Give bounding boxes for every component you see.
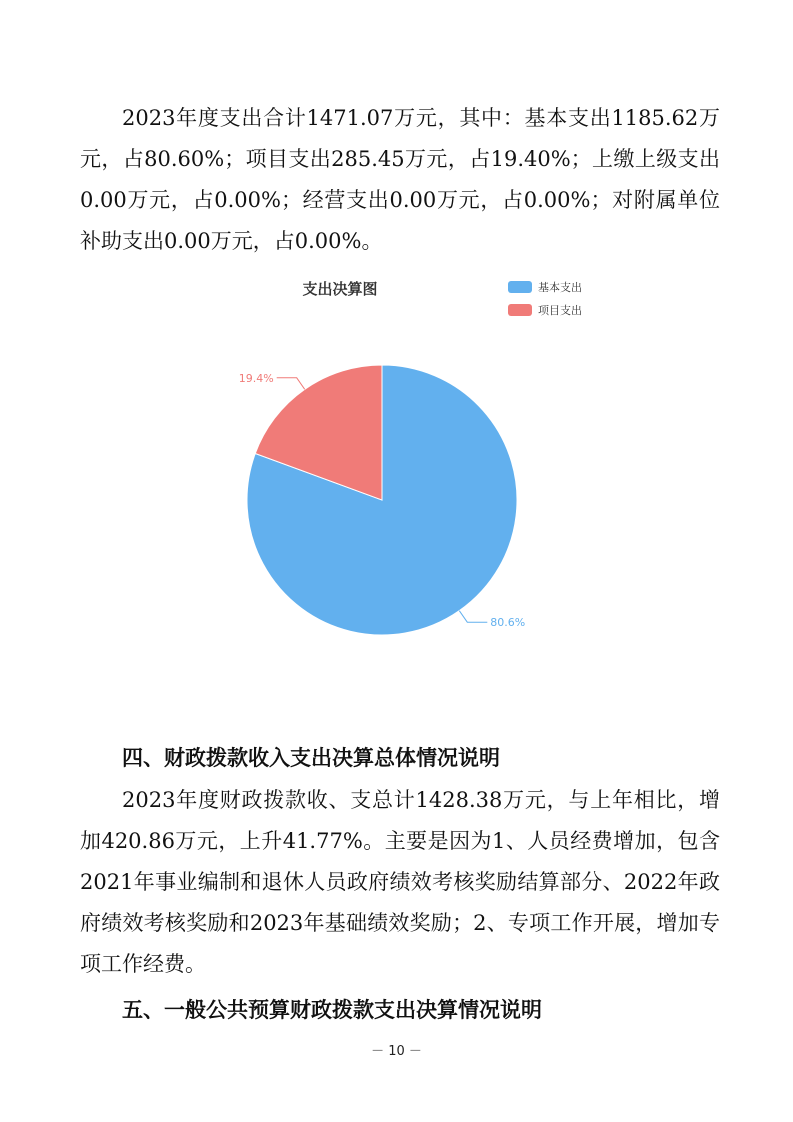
chart-title: 支出决算图	[302, 280, 378, 298]
leader-line-project	[277, 378, 305, 390]
legend-swatch-basic	[508, 281, 532, 293]
slice-label-project: 19.4%	[238, 371, 274, 385]
legend-label-project: 项目支出	[538, 304, 582, 317]
section5-heading: 五、一般公共预算财政拨款支出决算情况说明	[122, 998, 542, 1022]
page-number: － 10 －	[371, 1044, 422, 1059]
chart-legend	[508, 280, 582, 317]
legend-swatch-project	[508, 304, 532, 316]
slice-label-basic: 80.6%	[490, 616, 526, 630]
expenditure-summary-text: 2023年度支出合计1471.07万元，其中：基本支出1185.62万元，占80.60%；项目支出285.45万元，占19.40%；上缴上级支出0.00万元，占0.00%；经营支出0.00万元，占0.00%；对附属单位补助支出0.00万元，占0.00%。	[80, 106, 720, 253]
expenditure-pie-chart	[200, 262, 600, 662]
section4-text: 2023年度财政拨款收、支总计1428.38万元，与上年相比，增加420.86万元，上升41.77%。主要是因为1、人员经费增加，包含2021年事业编制和退休人员政府绩效考核奖励结算部分、2022年政府绩效考核奖励和2023年基础绩效奖励；2、专项工作开展，增加专项工作经费。	[80, 788, 720, 976]
legend-label-basic: 基本支出	[538, 281, 582, 294]
expenditure-summary-paragraph	[80, 98, 720, 262]
section4-heading: 四、财政拨款收入支出决算总体情况说明	[122, 746, 500, 770]
leader-line-basic	[459, 611, 487, 623]
section4-paragraph	[80, 780, 720, 985]
